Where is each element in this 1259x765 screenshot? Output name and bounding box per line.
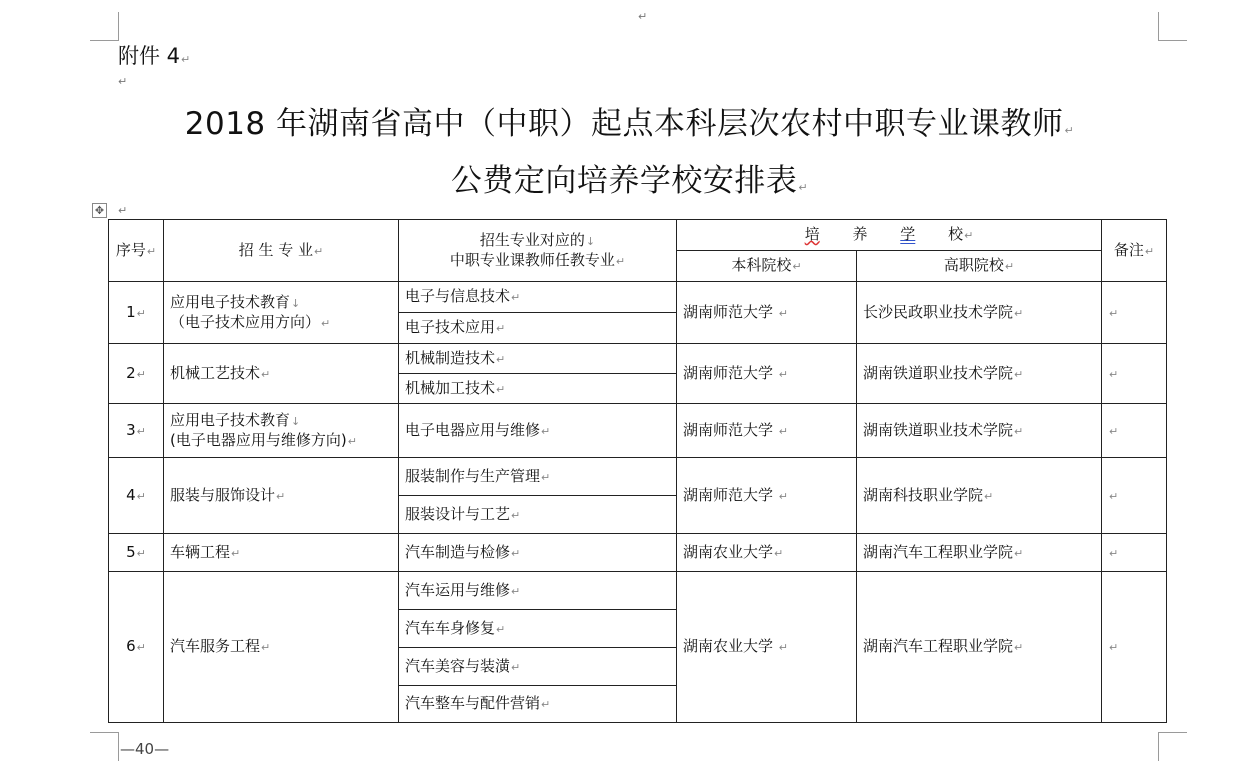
row-vocational [857, 282, 1102, 344]
paragraph-mark: ↵ [541, 470, 551, 484]
paragraph-mark: ↵ [541, 698, 551, 711]
row-seq [109, 534, 164, 572]
paragraph-mark: ↵ [511, 291, 521, 304]
header-vocational-text: 高职院校 [943, 256, 1004, 274]
paragraph-mark: ↵ [136, 424, 146, 438]
row-major-line-1-text: 服装与服饰设计 [170, 485, 276, 504]
paragraph-mark: ↵ [181, 53, 191, 66]
row-major-line-2-text: (电子电器应用与维修方向) [170, 430, 347, 449]
table-row [109, 282, 1167, 313]
row-undergrad [677, 344, 857, 404]
header-major [164, 220, 399, 282]
row-remark [1102, 534, 1167, 572]
row-seq [109, 404, 164, 458]
paragraph-mark: ↵ [496, 352, 506, 366]
page-corner-top-right [1158, 12, 1187, 41]
table-row [109, 534, 1167, 572]
page-number: —40— [120, 740, 170, 758]
row-seq-text: 6 [126, 637, 136, 655]
row-major-line-1: 应用电子技术教育↓ [170, 292, 301, 311]
row-teaching-major [399, 686, 677, 723]
row-undergrad-text: 湖南师范大学 [683, 485, 774, 504]
paragraph-mark: ↵ [778, 641, 789, 654]
paragraph-mark: ↵ [118, 75, 128, 88]
paragraph-mark: ↵ [1109, 306, 1119, 320]
attachment-text: 附件 4 [118, 44, 181, 68]
page-corner-bottom-right [1158, 732, 1187, 761]
row-teaching-major [399, 313, 677, 344]
paragraph-mark: ↵ [511, 660, 521, 674]
paragraph-mark: ↵ [778, 367, 789, 381]
row-seq [109, 572, 164, 723]
paragraph-mark: ↵ [146, 244, 157, 258]
row-major-line-1-text: 应用电子技术教育 [170, 410, 291, 429]
paragraph-mark: ↵ [231, 546, 241, 560]
table-header-row [109, 220, 1167, 251]
row-seq-text: 4 [126, 485, 136, 504]
row-vocational [857, 404, 1102, 458]
table-row [109, 458, 1167, 496]
paragraph-mark: ↵ [1004, 260, 1015, 273]
row-undergrad-text: 湖南师范大学 [683, 420, 774, 439]
header-remark [1102, 220, 1167, 282]
row-teaching-major-text: 服装制作与生产管理 [405, 466, 541, 485]
header-remark-text: 备注 [1113, 240, 1144, 259]
row-remark [1102, 458, 1167, 534]
row-seq-text: 3 [126, 420, 136, 439]
row-undergrad [677, 534, 857, 572]
row-teaching-major [399, 572, 677, 610]
paragraph-mark: ↵ [1014, 424, 1024, 438]
paragraph-mark: ↵ [511, 546, 521, 560]
row-vocational-text: 湖南科技职业学院 [863, 485, 984, 504]
row-major-line-1-text: 应用电子技术教育 [170, 292, 291, 311]
row-teaching-major [399, 344, 677, 374]
row-major-line-1-text: 机械工艺技术 [170, 363, 261, 382]
paragraph-mark: ↵ [1144, 244, 1155, 258]
paragraph-mark: ↵ [321, 316, 331, 330]
row-teaching-major [399, 610, 677, 648]
row-seq-text: 5 [126, 542, 136, 561]
attachment-label [118, 40, 190, 70]
school-arrangement-table [108, 219, 1167, 723]
row-teaching-major-text: 服装设计与工艺 [405, 504, 511, 523]
header-teaching-line-1: 招生专业对应的↓ [479, 230, 596, 249]
header-training-school [677, 220, 1102, 251]
paragraph-mark: ↵ [118, 204, 128, 217]
header-teaching-line-2-text: 中职专业课教师任教专业 [449, 250, 615, 269]
row-major-line-1-text: 汽车服务工程 [170, 637, 261, 655]
row-major [164, 458, 399, 534]
paragraph-mark: ↵ [496, 382, 506, 396]
row-seq-text: 2 [126, 363, 136, 382]
title-line-1-text: 2018 年湖南省高中（中职）起点本科层次农村中职专业课教师 [184, 106, 1064, 142]
row-major-line-1-text: 车辆工程 [170, 542, 231, 561]
row-major-line-2 [170, 431, 392, 451]
table-row [109, 404, 1167, 458]
row-undergrad-text: 湖南师范大学 [683, 302, 774, 321]
row-major-line-1: 应用电子技术教育↓ [170, 410, 301, 429]
paragraph-mark: ↵ [778, 424, 789, 438]
header-undergrad-text: 本科院校 [731, 256, 792, 274]
row-vocational-text: 湖南汽车工程职业学院 [863, 637, 1014, 655]
row-teaching-major [399, 648, 677, 686]
paragraph-mark: ↵ [136, 546, 146, 560]
row-undergrad-text: 湖南师范大学 [683, 363, 774, 382]
paragraph-mark: ↵ [798, 181, 809, 194]
row-undergrad [677, 458, 857, 534]
paragraph-mark: ↵ [638, 10, 648, 23]
paragraph-mark: ↵ [276, 489, 286, 503]
document-title-line-1 [0, 98, 1259, 143]
header-teaching-line-2 [405, 251, 670, 271]
row-teaching-major-text: 机械加工技术 [405, 378, 496, 397]
title-line-2-text: 公费定向培养学校安排表 [450, 163, 798, 199]
paragraph-mark: ↵ [511, 508, 521, 522]
header-major-text: 招 生 专 业 [238, 240, 314, 259]
paragraph-mark: ↵ [347, 434, 357, 448]
row-vocational-text: 湖南铁道职业技术学院 [863, 363, 1014, 382]
page-corner-bottom-left [90, 732, 119, 761]
paragraph-mark: ↵ [541, 424, 551, 438]
paragraph-mark: ↵ [261, 367, 271, 381]
row-major [164, 534, 399, 572]
row-teaching-major-text: 机械制造技术 [405, 348, 496, 367]
row-major [164, 404, 399, 458]
row-undergrad [677, 282, 857, 344]
row-teaching-major [399, 374, 677, 404]
paragraph-mark: ↵ [778, 489, 789, 503]
row-vocational-text: 湖南铁道职业技术学院 [863, 420, 1014, 439]
header-teaching-line-1-text: 招生专业对应的 [479, 230, 585, 249]
row-remark [1102, 282, 1167, 344]
paragraph-mark: ↵ [778, 306, 789, 320]
row-vocational [857, 344, 1102, 404]
row-major [164, 572, 399, 723]
page-corner-top-left [90, 12, 119, 41]
row-teaching-major-text: 汽车美容与装潢 [405, 656, 511, 675]
row-teaching-major-text: 电子电器应用与维修 [405, 420, 541, 439]
row-seq-text: 1 [126, 302, 136, 321]
header-school-char-1: 培 [804, 225, 820, 243]
paragraph-mark: ↵ [1014, 546, 1024, 560]
paragraph-mark: ↵ [496, 622, 506, 636]
row-teaching-major [399, 282, 677, 313]
paragraph-mark: ↵ [615, 254, 626, 268]
row-teaching-major-text: 电子与信息技术 [405, 287, 511, 305]
header-seq [109, 220, 164, 282]
row-teaching-major-text: 汽车运用与维修 [405, 580, 511, 599]
row-teaching-major [399, 496, 677, 534]
header-school-char-3: 学 [900, 225, 916, 243]
row-teaching-major-text: 电子技术应用 [405, 318, 496, 336]
paragraph-mark: ↵ [136, 367, 146, 381]
paragraph-mark: ↵ [964, 229, 974, 242]
row-major-line-2 [170, 313, 392, 333]
row-undergrad [677, 572, 857, 723]
row-teaching-major-text: 汽车整车与配件营销 [405, 694, 541, 712]
paragraph-mark: ↵ [511, 584, 521, 598]
header-vocational [857, 251, 1102, 282]
paragraph-mark: ↵ [1109, 367, 1119, 381]
row-undergrad [677, 404, 857, 458]
row-vocational [857, 534, 1102, 572]
row-remark [1102, 404, 1167, 458]
paragraph-mark: ↵ [1109, 489, 1119, 503]
paragraph-mark: ↵ [1014, 641, 1024, 654]
row-seq [109, 282, 164, 344]
paragraph-mark: ↵ [1014, 367, 1024, 381]
paragraph-mark: ↵ [1109, 641, 1119, 654]
row-vocational-text: 长沙民政职业技术学院 [863, 302, 1014, 321]
row-remark [1102, 572, 1167, 723]
paragraph-mark: ↵ [136, 306, 146, 320]
paragraph-mark: ↵ [1014, 306, 1024, 320]
paragraph-mark: ↵ [314, 244, 324, 258]
row-vocational [857, 572, 1102, 723]
paragraph-mark: ↵ [1109, 424, 1119, 438]
row-teaching-major [399, 534, 677, 572]
row-major [164, 344, 399, 404]
paragraph-mark: ↵ [984, 489, 994, 503]
paragraph-mark: ↵ [1064, 124, 1075, 137]
row-seq [109, 344, 164, 404]
row-major [164, 282, 399, 344]
row-undergrad-text: 湖南农业大学 [683, 637, 774, 655]
paragraph-mark: ↵ [136, 641, 146, 654]
paragraph-mark: ↵ [261, 641, 271, 654]
document-title-line-2 [0, 155, 1259, 200]
paragraph-mark: ↵ [136, 489, 146, 503]
table-row [109, 572, 1167, 610]
table-row [109, 344, 1167, 374]
header-teaching-major [399, 220, 677, 282]
row-major-line-2-text: （电子技术应用方向） [170, 312, 321, 331]
paragraph-mark: ↵ [774, 546, 784, 560]
paragraph-mark: ↵ [1109, 546, 1119, 560]
header-undergrad [677, 251, 857, 282]
paragraph-mark: ↵ [496, 322, 506, 335]
header-school-char-4: 校 [948, 225, 964, 243]
row-seq [109, 458, 164, 534]
paragraph-mark: ↵ [792, 260, 802, 273]
row-teaching-major [399, 458, 677, 496]
row-vocational [857, 458, 1102, 534]
row-teaching-major-text: 汽车车身修复 [405, 618, 496, 637]
row-undergrad-text: 湖南农业大学 [683, 542, 774, 561]
header-school-char-2: 养 [852, 225, 868, 243]
row-teaching-major-text: 汽车制造与检修 [405, 542, 511, 561]
header-seq-text: 序号 [115, 240, 146, 259]
row-vocational-text: 湖南汽车工程职业学院 [863, 542, 1014, 561]
table-move-handle-icon[interactable]: ✥ [92, 203, 107, 218]
row-remark [1102, 344, 1167, 404]
row-teaching-major [399, 404, 677, 458]
